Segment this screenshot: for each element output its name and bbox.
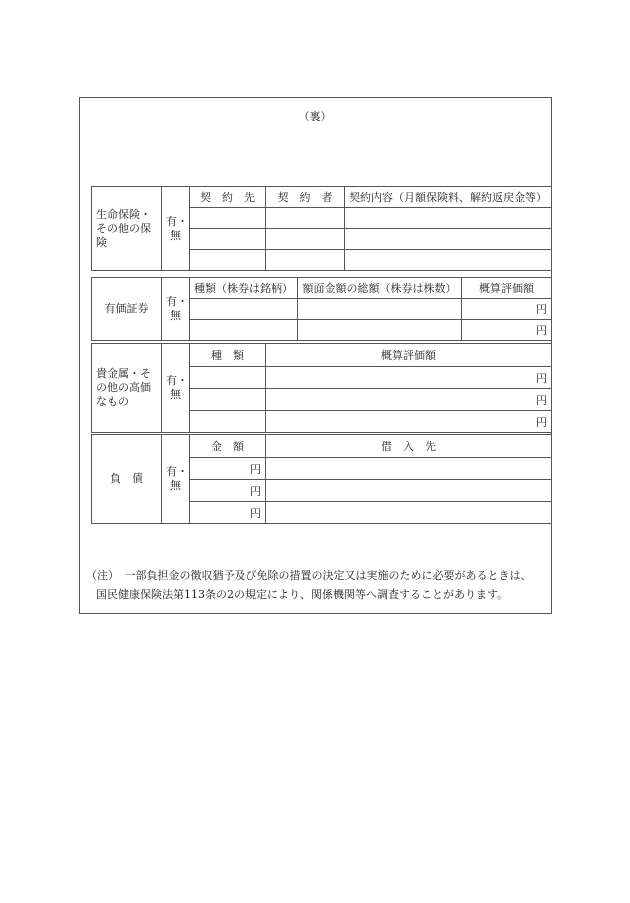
debts-table [91, 434, 552, 524]
valuables-cell[interactable] [190, 367, 266, 389]
securities-category: 有価証券 [92, 278, 162, 341]
valuables-value-cell[interactable]: 円 [266, 389, 552, 411]
valuables-value-cell[interactable]: 円 [266, 411, 552, 433]
valuables-table [91, 343, 552, 433]
insurance-cell[interactable] [266, 229, 345, 250]
insurance-header-contractor: 契 約 先 [190, 187, 266, 208]
footnote-line-1: （注） 一部負担金の徴収猶予及び免除の措置の決定又は実施のために必要があるときは、 [86, 569, 532, 582]
debts-amount-cell[interactable]: 円 [190, 480, 266, 502]
securities-table [91, 277, 552, 341]
footnote-line-2: 国民健康保険法第113条の2の規定により、関係機関等へ調査することがあります。 [96, 588, 509, 601]
valuables-yes-no: 有・無 [162, 344, 190, 433]
securities-header-face-value: 額面金額の総額（株券は株数） [298, 278, 462, 299]
debts-yes-no: 有・無 [162, 435, 190, 524]
debts-lender-cell[interactable] [266, 502, 552, 524]
securities-yes-no: 有・無 [162, 278, 190, 341]
debts-amount-cell[interactable]: 円 [190, 502, 266, 524]
insurance-cell[interactable] [190, 208, 266, 229]
valuables-category: 貴金属・その他の高価なもの [92, 344, 162, 433]
debts-lender-cell[interactable] [266, 458, 552, 480]
valuables-cell[interactable] [190, 389, 266, 411]
securities-value-cell[interactable]: 円 [462, 320, 552, 341]
debts-header-lender: 借 入 先 [266, 435, 552, 458]
valuables-header-type: 種 類 [190, 344, 266, 367]
footnote [86, 566, 548, 604]
securities-header-value: 概算評価額 [462, 278, 552, 299]
securities-header-type: 種類（株券は銘柄） [190, 278, 298, 299]
debts-lender-cell[interactable] [266, 480, 552, 502]
insurance-cell[interactable] [345, 229, 552, 250]
securities-cell[interactable] [298, 320, 462, 341]
insurance-cell[interactable] [190, 250, 266, 271]
insurance-table [91, 186, 552, 271]
insurance-cell[interactable] [266, 250, 345, 271]
valuables-cell[interactable] [190, 411, 266, 433]
valuables-value-cell[interactable]: 円 [266, 367, 552, 389]
securities-cell[interactable] [298, 299, 462, 320]
debts-category: 負 債 [92, 435, 162, 524]
valuables-header-value: 概算評価額 [266, 344, 552, 367]
insurance-cell[interactable] [345, 208, 552, 229]
insurance-category: 生命保険・その他の保険 [92, 187, 162, 271]
debts-amount-cell[interactable]: 円 [190, 458, 266, 480]
securities-value-cell[interactable]: 円 [462, 299, 552, 320]
insurance-header-holder: 契 約 者 [266, 187, 345, 208]
debts-header-amount: 金 額 [190, 435, 266, 458]
securities-cell[interactable] [190, 299, 298, 320]
insurance-cell[interactable] [266, 208, 345, 229]
insurance-yes-no: 有・無 [162, 187, 190, 271]
securities-cell[interactable] [190, 320, 298, 341]
back-side-label: （裏） [298, 110, 332, 123]
insurance-cell[interactable] [190, 229, 266, 250]
insurance-cell[interactable] [345, 250, 552, 271]
insurance-header-details: 契約内容（月額保険料、解約返戻金等） [345, 187, 552, 208]
